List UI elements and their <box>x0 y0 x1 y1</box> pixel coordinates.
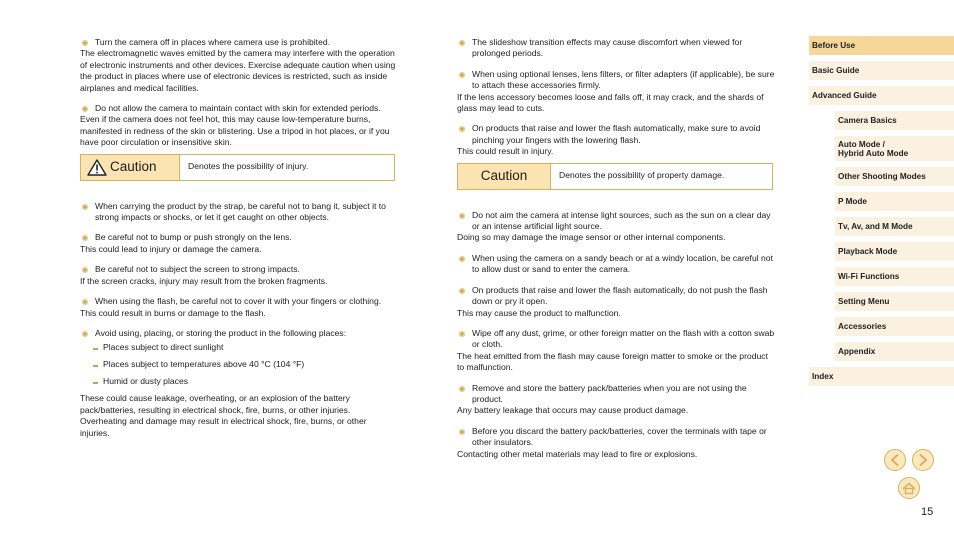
bullet-icon <box>82 235 88 241</box>
sidebar-item-label: Advanced Guide <box>812 91 877 100</box>
sidebar-item-label: Tv, Av, and M Mode <box>838 222 913 231</box>
list-item <box>457 210 775 244</box>
caution-title-cell <box>458 164 551 189</box>
bullet-icon <box>82 106 88 112</box>
list-item <box>457 328 775 374</box>
sidebar-item-basic-guide[interactable] <box>809 61 954 80</box>
arrow-left-icon <box>885 450 905 470</box>
sidebar-item-label: Wi-Fi Functions <box>838 272 900 281</box>
item-body: If the lens accessory becomes loose and falls off, it may crack, and the shards of glass may lead to cuts. <box>457 91 764 114</box>
home-icon <box>899 478 919 498</box>
bullet-icon <box>459 126 465 132</box>
page-number: 15 <box>921 506 934 518</box>
bullet-icon <box>82 204 88 210</box>
item-heading: Remove and store the battery pack/batteries when you are not using the product. <box>472 382 747 404</box>
item-heading: When using the flash, be careful not to cover it with your fingers or clothing. <box>95 296 382 307</box>
bullet-icon <box>459 331 465 337</box>
caution-title: Caution <box>480 168 528 184</box>
item-heading: When carrying the product by the strap, be careful not to bang it, subject it to strong impacts or shocks, or let it get caught on other objects. <box>95 200 386 223</box>
caution-title: Caution <box>110 159 157 175</box>
page-navigation <box>884 449 936 473</box>
sub-item-text: Places subject to direct sunlight <box>103 342 224 353</box>
home-button[interactable] <box>898 477 920 499</box>
bullet-icon <box>82 299 88 305</box>
caution-text: Denotes the possibility of property damage. <box>559 170 725 181</box>
sidebar-nav <box>809 36 954 392</box>
list-item <box>457 69 775 115</box>
list-item <box>457 123 775 157</box>
item-body: These could cause leakage, overheating, or an explosion of the battery pack/batteries, resulting in electrical shock, fire, burns, or other injuries. Overheating and damage may result in electrical shock, fire, burns, or other injuries. <box>80 393 367 438</box>
bullet-icon <box>82 331 88 337</box>
list-item <box>457 383 775 417</box>
bullet-icon <box>459 256 465 262</box>
item-heading: On products that raise and lower the flash automatically, do not push the flash down or pry it open. <box>472 284 768 307</box>
sidebar-item-label: P Mode <box>838 197 867 206</box>
sub-list <box>80 342 398 387</box>
sidebar-item-p-mode[interactable] <box>835 192 954 211</box>
list-item <box>80 264 398 287</box>
bullet-icon <box>82 267 88 273</box>
caution-box <box>80 154 395 181</box>
item-heading: When using the camera on a sandy beach or at a windy location, be careful not to allow dust or sand to enter the camera. <box>472 252 773 275</box>
item-body: The heat emitted from the flash may cause foreign matter to smoke or the product to malfunction. <box>457 350 768 373</box>
item-body: This may cause the product to malfunction. <box>457 307 621 318</box>
dash-icon <box>93 365 98 367</box>
item-body: This could result in injury. <box>457 146 554 157</box>
sidebar-item-label: Index <box>812 372 834 381</box>
sidebar-item-label: Basic Guide <box>812 66 860 75</box>
item-body: The electromagnetic waves emitted by the camera may interfere with the operation of electronic instruments and other devices. Exercise adequate caution when using the product in places where use of electronic devices is restricted, such as inside airplanes and medical facilities. <box>80 48 396 93</box>
sidebar-item-label: Appendix <box>838 347 876 356</box>
item-heading: Turn the camera off in places where camera use is prohibited. <box>95 37 331 47</box>
item-body: Any battery leakage that occurs may cause product damage. <box>457 405 689 416</box>
list-item <box>457 426 775 460</box>
sidebar-item-label: Playback Mode <box>838 247 898 256</box>
sidebar-item-other-shooting-modes[interactable] <box>835 167 954 186</box>
sidebar-item-camera-basics[interactable] <box>835 111 954 130</box>
list-item <box>457 37 775 60</box>
item-body: If the screen cracks, injury may result from the broken fragments. <box>80 275 328 286</box>
sidebar-item-accessories[interactable] <box>835 317 954 336</box>
list-item <box>80 328 398 439</box>
sidebar-item-auto-mode[interactable] <box>835 136 954 161</box>
item-body: Contacting other metal materials may lead to fire or explosions. <box>457 448 698 459</box>
item-body: This could result in burns or damage to the flash. <box>80 307 266 318</box>
item-heading: The slideshow transition effects may cause discomfort when viewed for prolonged periods. <box>472 37 743 59</box>
item-heading: Do not aim the camera at intense light sources, such as the sun on a clear day or an intense artificial light source. <box>472 209 771 232</box>
item-heading: On products that raise and lower the flash automatically, make sure to avoid pinching your fingers with the lowering flash. <box>472 123 761 145</box>
bullet-icon <box>459 40 465 46</box>
list-item <box>80 296 398 319</box>
sidebar-item-wifi-functions[interactable] <box>835 267 954 286</box>
dash-icon <box>93 348 98 350</box>
sidebar-item-label: Accessories <box>838 322 887 331</box>
sub-item-text: Places subject to temperatures above 40 °C (104 °F) <box>103 359 305 370</box>
dash-icon <box>93 382 98 384</box>
list-item <box>80 37 398 94</box>
list-item <box>457 285 775 319</box>
right-column <box>457 37 775 469</box>
sidebar-item-label: Setting Menu <box>838 297 890 306</box>
sidebar-item-label: Before Use <box>812 41 856 50</box>
sub-item <box>80 376 398 387</box>
list-item <box>80 201 398 224</box>
item-heading: Avoid using, placing, or storing the product in the following places: <box>95 327 347 338</box>
item-heading: Wipe off any dust, grime, or other foreign matter on the flash with a cotton swab or cloth. <box>472 327 775 350</box>
sub-item <box>80 359 398 370</box>
caution-text: Denotes the possibility of injury. <box>188 161 309 172</box>
warning-triangle-icon <box>87 159 107 176</box>
caution-box <box>457 163 773 190</box>
list-item <box>80 103 398 149</box>
sidebar-item-before-use[interactable] <box>809 36 954 55</box>
item-heading: Be careful not to subject the screen to strong impacts. <box>95 264 300 275</box>
sidebar-item-tv-av-m-mode[interactable] <box>835 217 954 236</box>
sidebar-item-label: Other Shooting Modes <box>838 172 926 181</box>
item-heading: Before you discard the battery pack/batteries, cover the terminals with tape or other insulators. <box>472 425 767 448</box>
sub-item <box>80 342 398 353</box>
item-body: This could lead to injury or damage the camera. <box>80 243 262 254</box>
bullet-icon <box>459 213 465 219</box>
bullet-icon <box>459 386 465 392</box>
item-heading: Be careful not to bump or push strongly on the lens. <box>95 232 292 243</box>
sidebar-item-label: Camera Basics <box>838 116 897 125</box>
next-page-button[interactable] <box>912 449 934 471</box>
item-heading: When using optional lenses, lens filters, or filter adapters (if applicable), be sure to attach these accessories firmly. <box>472 68 775 91</box>
sub-item-text: Humid or dusty places <box>103 376 189 387</box>
bullet-icon <box>459 429 465 435</box>
sidebar-item-appendix[interactable] <box>835 342 954 361</box>
item-heading: Do not allow the camera to maintain contact with skin for extended periods. <box>95 103 381 114</box>
sidebar-item-index[interactable] <box>809 367 954 386</box>
sidebar-item-playback-mode[interactable] <box>835 242 954 261</box>
sidebar-item-setting-menu[interactable] <box>835 292 954 311</box>
arrow-right-icon <box>913 450 933 470</box>
list-item <box>457 253 775 276</box>
bullet-icon <box>459 72 465 78</box>
list-item <box>80 232 398 255</box>
caution-title-cell <box>81 155 180 180</box>
bullet-icon <box>82 40 88 46</box>
sidebar-item-advanced-guide[interactable] <box>809 86 954 105</box>
prev-page-button[interactable] <box>884 449 906 471</box>
bullet-icon <box>459 288 465 294</box>
item-body: Doing so may damage the image sensor or other internal components. <box>457 232 726 243</box>
item-body: Even if the camera does not feel hot, this may cause low-temperature burns, manifested in redness of the skin or blistering. Use a tripod in hot places, or if you have poor circulation or insensitive skin. <box>80 114 390 148</box>
sidebar-item-label: Auto Mode / Hybrid Auto Mode <box>838 139 909 158</box>
left-column <box>80 37 398 448</box>
